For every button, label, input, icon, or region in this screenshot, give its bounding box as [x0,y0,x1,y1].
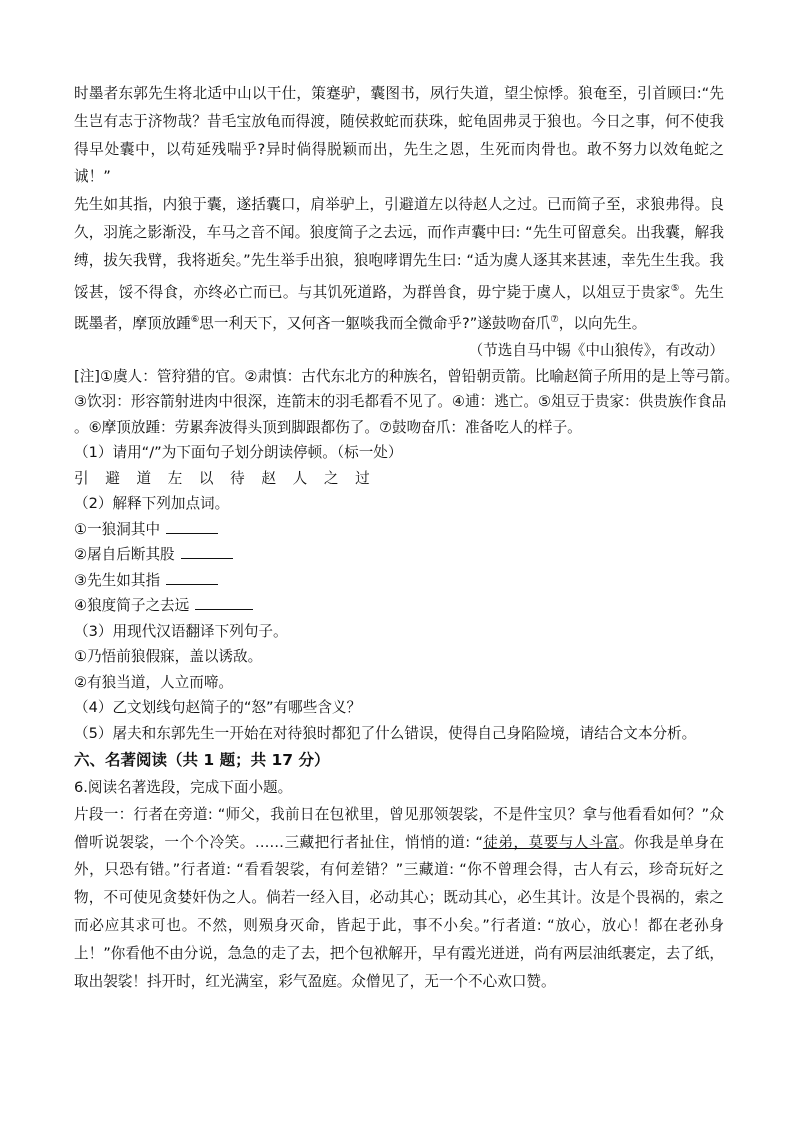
answer-blank[interactable] [166,519,218,534]
passage-paragraph-1: 时墨者东郭先生将北适中山以干仕，策蹇驴，囊图书，夙行失道，望尘惊悸。狼奄至，引首顾曰:“先生岂有志于济物哉？昔毛宝放龟而得渡，随侯救蛇而获珠，蛇龟固弗灵于狼也。今日之事，何不使我得早处囊中，以苟延残喘乎?异时倘得脱颖而出，先生之恩，生死而肉骨也。敢不努力以效龟蛇之诚！” [74,85,724,186]
question-2-item [74,517,724,543]
item-text: ③先生如其指 [74,571,161,589]
question-2: （2）解释下列加点词。 [74,495,230,513]
answer-blank[interactable] [181,544,233,559]
answer-blank[interactable] [195,595,253,610]
answer-blank[interactable] [166,570,218,585]
question-1: （1）请用“/”为下面句子划分朗读停顿。（标一处） [74,444,403,462]
footnote-mark: ⑦ [550,314,559,326]
item-text: ②屠自后断其股 [74,546,175,564]
fragment-text: 。你我是单身在外，只恐有错。”行者道: “看看袈裟，有何差错？”三藏道: “你不曾理会得，古人有云，珍奇玩好之物，不可使见贪婪奸伪之人。倘若一经入目，必动其心；既动其心，必生其计。汝是个畏祸的，索之而必应其求可也。不然，则殒身灭命，皆起于此，事不小矣。”行者道: “放心，放心！都在老孙身上！”你看他不由分说，急急的走了去，把个包袱解开，早有霞光迸迸，尚有两层油纸裹定，去了纸，取出袈裟！抖开时，红光满室，彩气盈庭。众僧见了，无一个不心欢口赞。 [74,833,724,990]
passage-text: 。先生既墨者，摩顶放踵 [74,283,724,333]
question-1-sentence: 引 避 道 左 以 待 赵 人 之 过 [74,469,376,487]
passage-text: 思一利天下，又何吝一躯啖我而全微命乎?”遂鼓吻奋爪 [199,315,551,333]
section-title: 六、名著阅读（共 1 题；共 17 分） [74,751,330,770]
question-3-item: ①乃悟前狼假寐，盖以诱敌。 [74,648,263,666]
question-2-item [74,542,724,568]
passage-paragraph-2 [74,191,724,338]
section-intro: 6.阅读名著选段，完成下面小题。 [74,779,293,797]
passage-source: （节选自马中锡《中山狼传》，有改动） [468,341,724,359]
question-2-item [74,593,724,619]
note-line: 。⑥摩顶放踵：劳累奔波得头顶到脚跟都伤了。⑦鼓吻奋爪：准备吃人的样子。 [74,418,582,436]
passage-text: 先生如其指，内狼于囊，遂括囊口，肩举驴上，引避道左以待赵人之过。已而简子至，求狼弗得。良久，羽旄之影渐没，车马之音不闻。狼度简子之去远，而作声囊中曰: “先生可留意矣。出我囊，解我缚，拔矢我臂，我将逝矣。”先生举手出狼，狼咆哮谓先生曰: “适为虞人逐其来甚速，幸先生生我。我馁甚，馁不得食，亦终必亡而已。与其饥死道路，为群兽食，毋宁毙于虞人，以俎豆于贵家 [74,196,724,301]
passage-text: ，以向先生。 [558,315,647,333]
item-text: ①一狼洞其中 [74,520,161,538]
footnote-mark: ⑤ [670,282,680,294]
note-line: ③饮羽：形容箭射进肉中很深，连箭末的羽毛都看不见了。④逋：逃亡。⑤俎豆于贵家：供贵族作食品 [74,393,727,411]
reading-fragment-1 [74,801,724,996]
question-3: （3）用现代汉语翻译下列句子。 [74,622,288,640]
question-4: （4）乙文划线句赵简子的“怒”有哪些含义？ [74,699,362,717]
fragment-text: 片段一：行者在旁道: “师父，我前日在包袱里，曾见那领袈裟，不是件宝贝？拿与他看看如何？”众僧听说袈裟，一个个冷笑。……三藏把行者扯住，悄悄的道: “ [74,805,724,851]
underlined-sentence: 徒弟，莫要与人斗富 [482,833,619,851]
question-3-item: ②有狼当道，人立而啼。 [74,673,234,691]
question-5: （5）屠夫和东郭先生一开始在对待狼时都犯了什么错误，使得自己身陷险境，请结合文本分析。 [74,724,697,742]
document-content [74,80,740,995]
note-line: [注]①虞人：管狩猎的官。②肃慎：古代东北方的种族名，曾铅朝贡箭。比喻赵简子所用的是上等弓箭。 [74,367,740,385]
footnote-mark: ⑥ [190,314,200,326]
question-2-item [74,568,724,594]
item-text: ④狼度简子之去远 [74,597,190,615]
